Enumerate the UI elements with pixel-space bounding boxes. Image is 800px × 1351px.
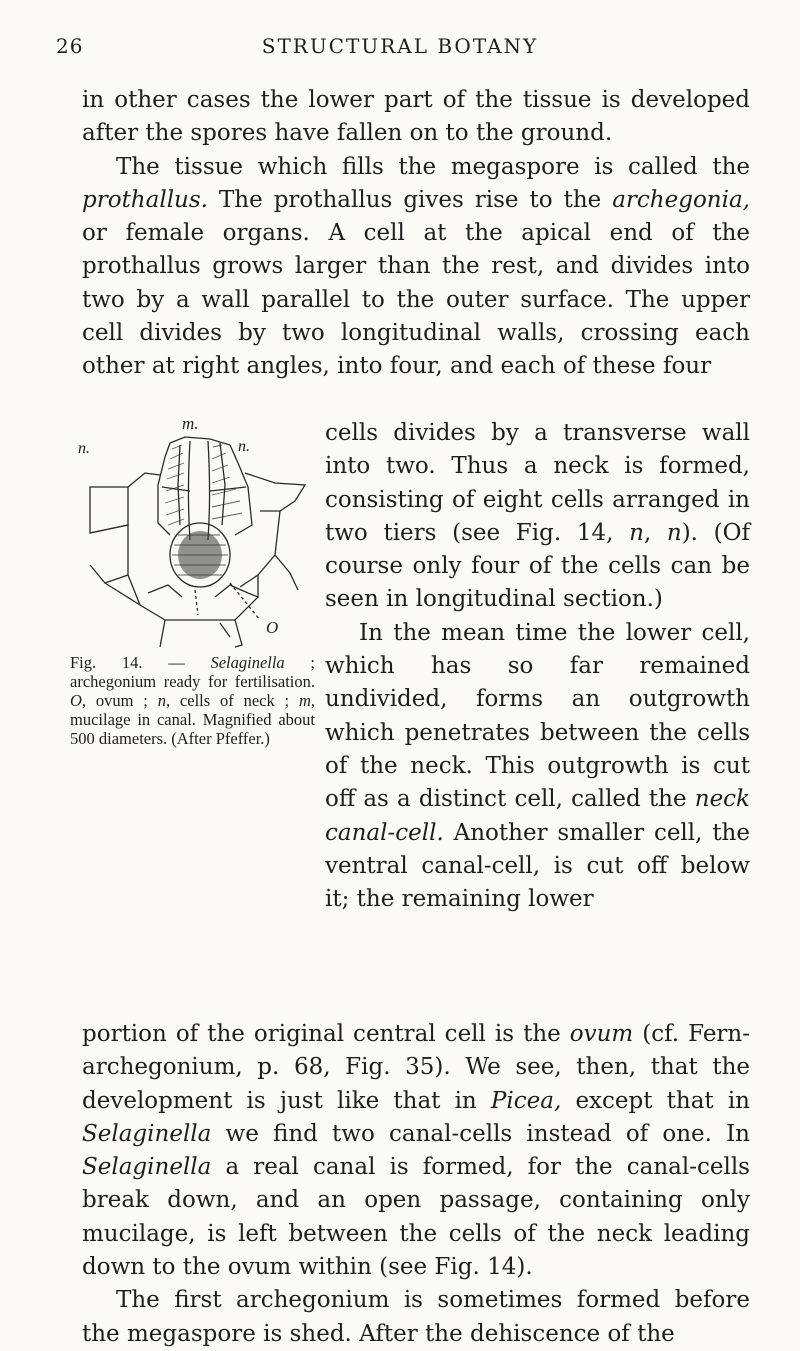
caption-fig-label: Fig. 14. — — [70, 653, 211, 672]
archegonium-illustration — [70, 415, 315, 650]
text-span: we find two canal-cells instead of one. In — [211, 1120, 750, 1147]
caption-genus: Selaginella — [210, 653, 285, 672]
text-span: The tissue which fills the megaspore is called the — [116, 153, 750, 180]
caption-text: ovum ; — [86, 691, 158, 710]
page-number: 26 — [56, 34, 84, 58]
cell-wall — [90, 525, 128, 583]
term-selaginella: Selaginella — [82, 1154, 212, 1181]
term-selaginella: Selaginella — [82, 1120, 212, 1147]
wrapped-paragraph-2 — [325, 617, 750, 917]
top-text-block — [82, 84, 750, 384]
hatching — [212, 445, 242, 519]
text-span: a real canal is formed, for the canal-cells break down, and an open passage, containing only mucilage, is left between the cells of the neck leading down to the ovum within (see Fig. 14). — [82, 1154, 750, 1281]
text-span: (cf. Fern-archegonium, p. 68, Fig. 35). We see, then, that the development is just like that in — [82, 1021, 751, 1114]
caption-key-m: m, — [298, 691, 316, 710]
bottom-text-block — [82, 1018, 750, 1351]
figure-label-m: m. — [182, 415, 199, 433]
pointer-line — [195, 590, 198, 615]
text-span: The prothallus gives rise to the — [207, 186, 613, 213]
text-span: except that in — [561, 1087, 750, 1114]
text-span: Another smaller cell, the ventral canal-cell, is cut off below it; the remaining lower — [325, 819, 750, 913]
hatching — [165, 445, 184, 525]
term-n: n — [629, 519, 644, 546]
mucilage-canal — [189, 441, 210, 540]
text-span: cells divides by a transverse wall into two. Thus a neck is formed, consisting of eight cells arranged in two tiers (see Fig. 14, — [325, 420, 750, 546]
neck-cell — [165, 437, 238, 463]
figure-label-o: O — [266, 618, 279, 637]
term-picea: Picea, — [490, 1087, 562, 1114]
cell-wall — [275, 555, 298, 590]
cell-wall — [148, 585, 182, 597]
neck-cell — [178, 445, 180, 525]
caption-key-n: n, — [157, 691, 171, 710]
paragraph-3 — [82, 1018, 750, 1284]
running-head: STRUCTURAL BOTANY — [261, 34, 539, 58]
paragraph-4: The first archegonium is sometimes formed before the megaspore is shed. After the dehiscence of the — [82, 1287, 750, 1347]
figure-label-n-left: n. — [78, 440, 90, 457]
figure-14 — [70, 415, 315, 820]
cell-wall — [128, 473, 160, 487]
cell-wall — [160, 620, 165, 647]
wrapped-paragraph — [325, 417, 750, 617]
pointer-line — [230, 583, 260, 620]
cell-wall — [215, 585, 248, 597]
cell-wall — [220, 623, 230, 637]
cell-wall — [235, 620, 242, 647]
ovum-fill — [178, 531, 222, 579]
term-neck-canal-cell: neck canal-cell. — [325, 786, 750, 846]
caption-text: ; archegonium ready for fertilisation. — [70, 653, 315, 691]
cell-wall — [245, 473, 305, 511]
caption-text: cells of neck ; — [170, 691, 299, 710]
paragraph-2 — [82, 151, 750, 384]
term-n: n — [666, 519, 682, 546]
term-archegonia: archegonia, — [612, 186, 750, 213]
figure-label-n-right: n. — [238, 438, 250, 455]
text-span: or female organs. A cell at the apical end of the prothallus grows larger than the rest, and divides into two by a wall parallel to the outer surface. The upper cell divides by two longitudinal walls, crossing each other at right angles, into four, and each of these four — [82, 220, 750, 380]
text-span: In the mean time the lower cell, which has so far remained undivided, forms an outgrowth which penetrates between the cells of the neck. This outgrowth is cut off as a distinct cell, called the — [325, 619, 750, 813]
text-span: , — [643, 519, 667, 546]
caption-text: mucilage in canal. Magnified about 500 diameters. (After Pfeffer.) — [70, 710, 315, 748]
caption-key-o: O, — [70, 691, 87, 710]
wrapped-text-block — [325, 417, 750, 916]
cell-wall — [260, 511, 280, 555]
paragraph-1: in other cases the lower part of the tissue is developed after the spores have fallen on to the ground. — [82, 87, 750, 147]
text-span: portion of the original central cell is the — [82, 1021, 570, 1047]
neck-cell — [162, 487, 246, 491]
figure-caption — [70, 653, 315, 748]
term-prothallus: prothallus. — [82, 186, 208, 213]
text-span: ). (Of course only four of the cells can be seen in longitudinal section.) — [325, 519, 750, 613]
term-ovum: ovum — [569, 1021, 634, 1047]
